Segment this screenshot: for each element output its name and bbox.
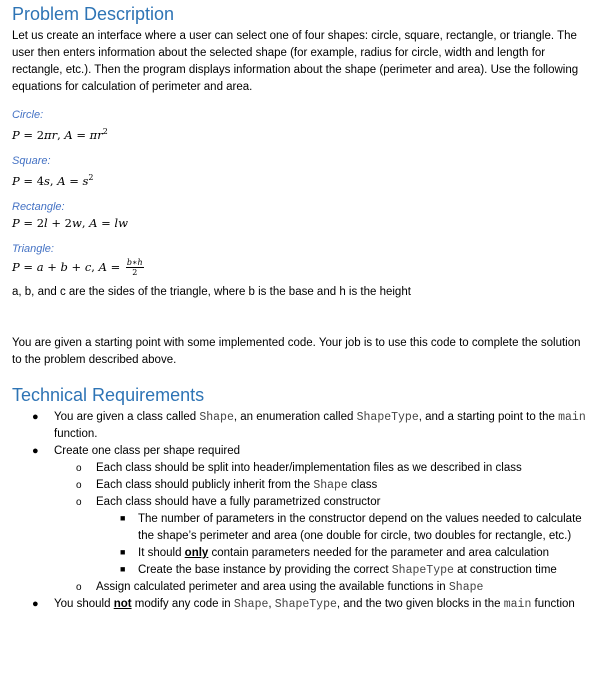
bullet-icon: ● xyxy=(32,444,39,457)
square-bullet-icon: ■ xyxy=(120,512,126,523)
square-formula: P = 4s, $A = s^2$ xyxy=(12,172,94,188)
rectangle-label: Rectangle: xyxy=(12,200,65,213)
square-bullet-icon: ■ xyxy=(120,563,126,574)
starting-point-paragraph: You are given a starting point with some implemented code. Your job is to use this code to complete the solution to the problem described above. xyxy=(12,336,581,366)
circle-formula: P = 2πr, $A = \pi r^2$ xyxy=(12,127,108,142)
circle-bullet-icon: o xyxy=(76,496,82,508)
circle-label: Circle: xyxy=(12,109,44,121)
triangle-label: Triangle: xyxy=(12,242,54,255)
bullet-icon: ● xyxy=(32,410,39,423)
square-label: Square: xyxy=(12,154,51,167)
problem-heading: Problem Description xyxy=(12,4,175,24)
requirement-item: ● You should not modify any code in Shape, ShapeType, and the two given blocks in the main function xyxy=(32,597,575,611)
square-bullet-icon: ■ xyxy=(120,546,126,557)
intro-paragraph: Let us create an interface where a user can select one of four shapes: circle, square, rectangle, or triangle. The user then enters information about the selected shape (for example, radius for circle, width and length for rectangle, etc.). Then the program displays information about the shape (perimeter and area). Use the following equations for calculation of perimeter and area. xyxy=(12,30,579,93)
rectangle-formula: P = 2l + 2w, A = lw xyxy=(12,215,128,230)
triangle-note: a, b, and c are the sides of the triangle, where b is the base and h is the height xyxy=(12,285,411,298)
bullet-icon: ● xyxy=(32,597,39,610)
sub-requirement-item: o Assign calculated perimeter and area using the available functions in Shape xyxy=(76,580,484,594)
document-page xyxy=(12,0,588,613)
requirement-item: ● You are given a class called Shape, an enumeration called ShapeType, and a starting point to the main function. xyxy=(32,410,586,440)
sub-requirement-item: o Each class should publicly inherit from the Shape class xyxy=(76,478,378,492)
triangle-area-fraction: $\frac{b∗h}{2}$ xyxy=(126,258,143,278)
constructor-rule-item: ■ The number of parameters in the constructor depend on the values needed to calculate the shape’s perimeter and area (one double for circle, two doubles for rectangle, etc.) xyxy=(96,511,588,545)
circle-bullet-icon: o xyxy=(76,479,82,491)
sub-requirement-item: o Each class should have a fully parametrized constructor ■ The number of parameters in the constructor depend on the values needed to calculate the shape’s perimeter and area (one double for circle, two doubles for rectangle, etc.) ■ It should only contain parameters needed for the parameter and area calculation ■ Create the base instance by providing the correct ShapeType at construction time xyxy=(54,494,588,579)
constructor-rules-list xyxy=(96,511,588,579)
constructor-rule-item: ■ Create the base instance by providing the correct ShapeType at construction time xyxy=(96,562,588,579)
circle-bullet-icon: o xyxy=(76,462,82,474)
constructor-rule-item: ■ It should only contain parameters needed for the parameter and area calculation xyxy=(96,545,588,562)
triangle-formula: P = a + b + c, A = $\frac{b∗h}{2}$ xyxy=(12,258,143,278)
sub-requirements-list xyxy=(54,460,588,596)
circle-bullet-icon: o xyxy=(76,581,82,593)
requirement-item: ● Create one class per shape required o Each class should be split into header/implementation files as we described in class o Each class should publicly inherit from the Shape class o Each class should have a fully parametrized constructor ■ The number of parameters in the constructor depend on the values needed to calculate the shape’s perimeter and area (one double for circle, two doubles for rectangle, etc.) ■ It should only contain parameters needed for the parameter and area calculation ■ Create the base instance by providing the correct ShapeType at construction time o Assign calculated perimeter and area using the available functions in Shape xyxy=(12,443,588,596)
tech-heading: Technical Requirements xyxy=(12,384,205,405)
requirements-list xyxy=(12,409,588,613)
sub-requirement-item: o Each class should be split into header/implementation files as we described in class xyxy=(54,460,588,477)
